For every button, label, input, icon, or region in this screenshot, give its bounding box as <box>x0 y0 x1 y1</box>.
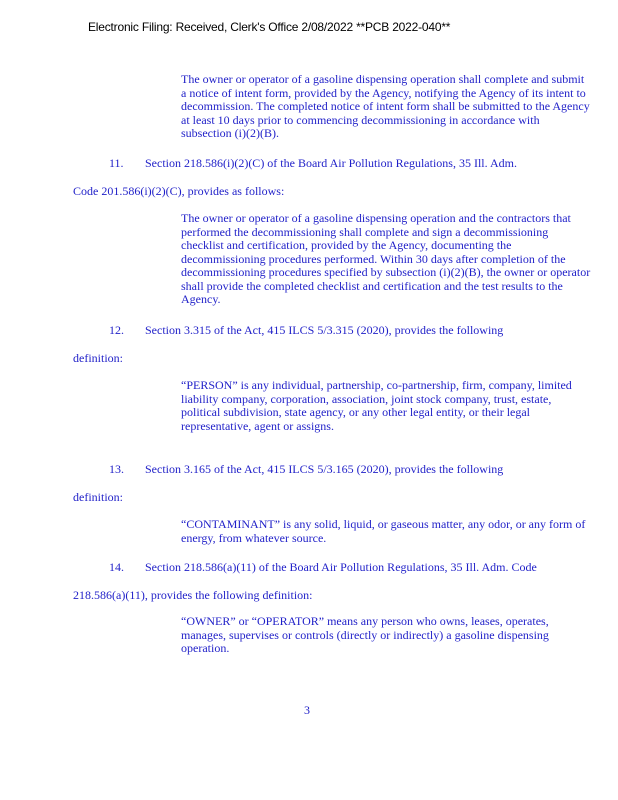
paragraph-11-text: Section 218.586(i)(2)(C) of the Board Air Pollution Regulations, 35 Ill. Adm. <box>145 156 517 170</box>
paragraph-13-text: Section 3.165 of the Act, 415 ILCS 5/3.165 (2020), provides the following <box>145 462 504 476</box>
quote-owner-operator-definition: “OWNER” or “OPERATOR” means any person who owns, leases, operates, manages, supervises or controls (directly or indirectly) a gasoline dispensing operation. <box>181 614 549 655</box>
paragraph-14-text: Section 218.586(a)(11) of the Board Air Pollution Regulations, 35 Ill. Adm. Code <box>145 560 537 574</box>
quote-person-definition: “PERSON” is any individual, partnership, co-partnership, firm, company, limited liability company, corporation, association, joint stock company, trust, estate, political subdivision, state agency, or any other legal entity, or their legal representative, agent or assigns. <box>181 378 572 433</box>
quote-decommission-checklist: The owner or operator of a gasoline dispensing operation and the contractors that performed the decommissioning shall complete and sign a decommissioning checklist and certification, provided by the Agency, documenting the decommissioning procedures performed. Within 30 days after completion of the decommissioning procedures specified by subsection (i)(2)(B), the owner or operator shall provide the completed checklist and certification and the test results to the Agency. <box>181 211 591 306</box>
paragraph-12-text: Section 3.315 of the Act, 415 ILCS 5/3.315 (2020), provides the following <box>145 323 504 337</box>
paragraph-number-12: 12. <box>109 323 124 337</box>
paragraph-14-continuation: 218.586(a)(11), provides the following definition: <box>73 588 313 602</box>
paragraph-number-11: 11. <box>109 156 124 170</box>
paragraph-number-14: 14. <box>109 560 124 574</box>
quote-contaminant-definition: “CONTAMINANT” is any solid, liquid, or gaseous matter, any odor, or any form of energy, from whatever source. <box>181 517 586 545</box>
paragraph-13-continuation: definition: <box>73 490 123 504</box>
page-number: 3 <box>304 703 310 717</box>
filing-stamp-header: Electronic Filing: Received, Clerk's Office 2/08/2022 **PCB 2022-040** <box>88 20 451 34</box>
paragraph-12-continuation: definition: <box>73 351 123 365</box>
quote-decommission-notice: The owner or operator of a gasoline dispensing operation shall complete and submit a notice of intent form, provided by the Agency, notifying the Agency of its intent to decommission. The completed notice of intent form shall be submitted to the Agency at least 10 days prior to commencing decommissioning in accordance with subsection (i)(2)(B). <box>181 72 590 140</box>
paragraph-11-continuation: Code 201.586(i)(2)(C), provides as follows: <box>73 184 285 198</box>
paragraph-number-13: 13. <box>109 462 124 476</box>
